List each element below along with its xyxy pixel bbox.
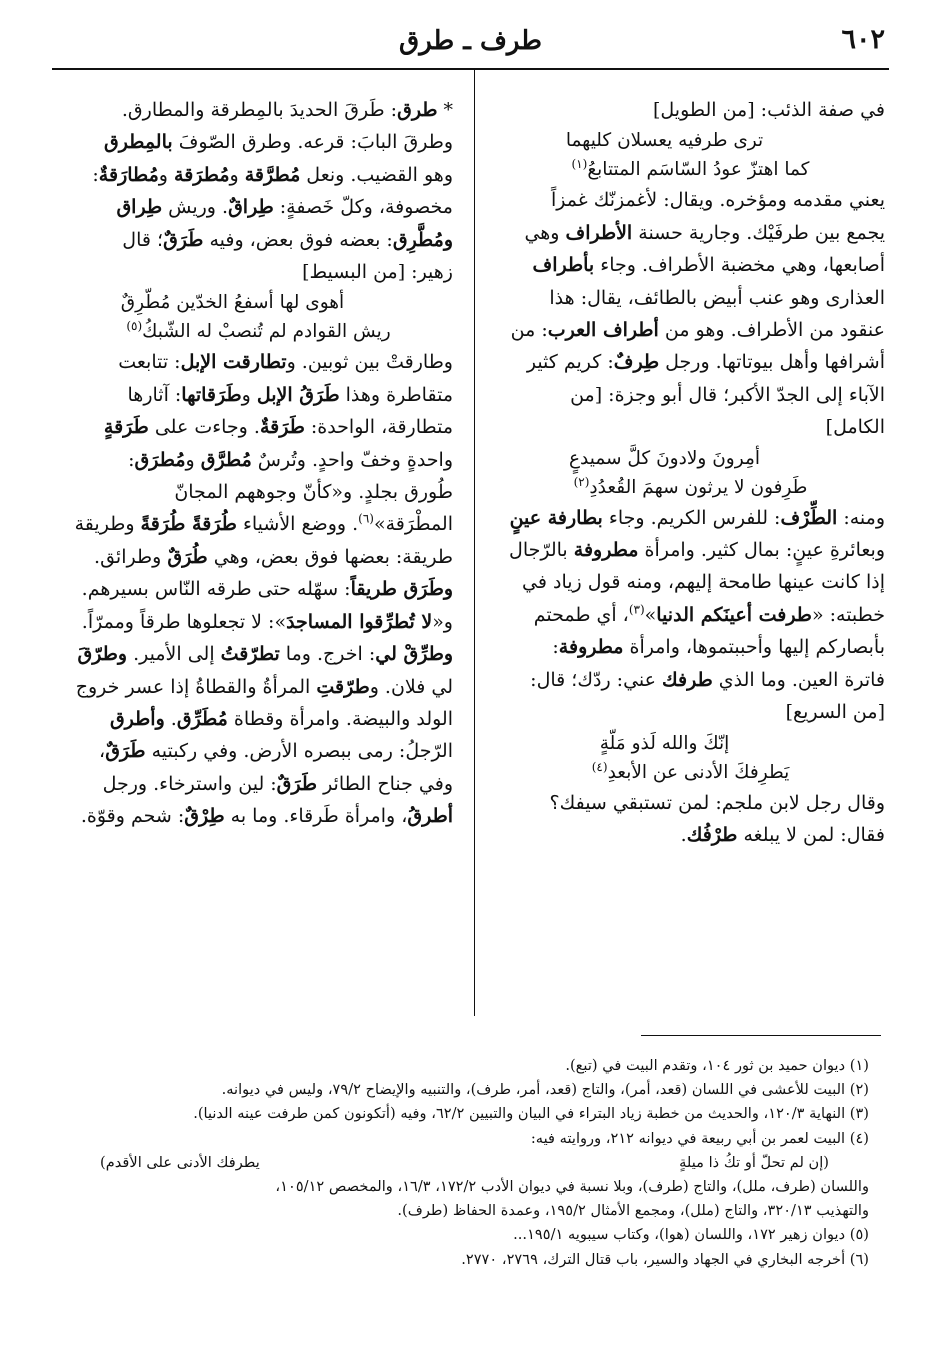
text-line: خطبته: «طرفت أعينَكم الدنيا»$^{(٣)}$، أي طمحتم [533,602,885,626]
text-line: و«لا تُطرِّقوا المساجدَ»: لا تجعلوها طرقاً وممرّاً. [81,610,453,633]
footnote: (٤) البيت لعمر بن أبي ربيعة في ديوانه ٢١٢، وروايته فيه: [530,1129,869,1147]
text-line: * طرق: طَرقَ الحديدَ بالمِطرقة والمطارق. [121,99,453,121]
text-line: طُورق بجلدٍ. و«كأنّ وجوههم المجانّ [174,481,453,504]
footnote-ref: (٦) [358,512,374,527]
text-line: [من السريع] [785,701,885,724]
page-header [52,18,889,70]
text-line: أصابعها، وهي مخضبة الأطراف. وجاء بأطراف [532,254,885,277]
footnote: والتهذيب ٣٢٠/١٣، والتاج (ملل)، ومجمع الأمثال ١٩٥/٢، وعمدة الحفاظ (طرف). [397,1202,869,1220]
footnote: (٥) ديوان زهير ١٧٢، واللسان (هوا)، وكتاب سيبويه ١٩٥/١... [513,1226,869,1244]
verse-hemistich: يَطرِفكَ الأدنى عن الأبعدِ$^{(٤)}$ [591,759,790,783]
text-line: وطارقتْ بين ثوبين. وتطارقت الإبل: تتابعت [118,351,453,374]
text-line: وطرقَ البابَ: قرعه. وطرق الصّوفَ بالمِطرق [104,131,453,154]
footnote: (٣) النهاية ١٢٠/٣، والحديث من خطبة زياد البتراء في البيان والتبيين ٦٢/٢، وفيه (أتكونون كمن طرفت عينه الدنيا). [193,1105,869,1123]
text-line: طريقة: بعضها فوق بعض، وهي طُرَقٌ وطرائق. [94,545,453,568]
text-line: عنقود من الأطراف. وهو من أطراف العرب: من [510,319,885,342]
text-line: في صفة الذئب: [من الطويل] [652,99,885,121]
text-line: وطَرَق طريقاً: سهّله حتى طرقه النّاس بسيرهم. [81,578,453,601]
text-line: الكامل] [825,416,885,439]
text-line: زهير: [من البسيط] [302,261,453,284]
text-line: متطارقة، الواحدة: طَرَقةٌ. وجاءت على طَرَقةٍ [103,416,453,439]
text-line: وبعائرةِ عينٍ: بمال كثير. وامرأة مطروفة بالرّجال [509,539,885,562]
text-line: أطرقُ، وامرأة طَرقاء. وما به طِرْقٌ: شحم وقوّة. [80,805,453,828]
text-line: المطْرَقة»$^{(٦)}$. ووضع الأشياء طُرَقةً طُرَقةً وطريقة [74,512,453,536]
text-line: الرّجلُ: رمى ببصره الأرض. وفي ركبتيه طَرَقٌ، [99,740,453,763]
running-title: طرف ـ طرق [399,26,542,56]
verse-hemistich: ترى طرفيه يعسلان كليهما [565,130,764,152]
footnote-ref: (٥) [126,319,143,334]
text-line: العذارى وهو عنب أبيض بالطائف، يقال: هذا [549,286,885,309]
verse-hemistich: طَرِفون لا يرثون سهمَ القُعدُدِ$^{(٢)}$ [573,474,808,498]
verse-hemistich: ريش القوادم لم تُنصبْ له الشّبكُ$^{(٥)}$ [126,319,391,343]
text-line: يعني مقدمه ومؤخره. ويقال: لأغمزنّك غمزاً [550,189,885,212]
text-line: واحدةٍ وخفّ واحدٍ. وتُرسٌ مُطرَّق ومُطرَق: [128,448,453,471]
text-line: وقال رجل لابن ملجم: لمن تستبقي سيفك؟ [549,791,885,814]
text-line: إذا كانت عينها طامحة إليهم، ومنه قول زياد في [522,571,885,594]
page-number: ٦٠٢ [841,24,885,55]
footnote-separator [641,1035,881,1036]
text-line: متقاطرة وهذا طَرَقُ الإبل وطَرَقاتها: آثارها [127,383,453,406]
verse-hemistich: كما اهتزّ عودُ السّاسَم المتتابعُ$^{(١)}$ [571,157,810,181]
text-line: فاترة العين. وما الذي طرفك عني: ردّك؛ قال: [530,668,885,691]
text-line: يجمع بين طرفَيْك. وجارية حسنة الأطراف وهي [524,221,885,244]
footnote: (٢) البيت للأعشى في اللسان (قعد، أمر)، والتاج (قعد، أمر، طرف)، والتنبيه والإيضاح ٧٩/٢، وليس في ديوانه. [221,1081,869,1099]
verse-hemistich: إنّكَ والله لَذو مَلّةٍ [599,732,730,754]
left-column [38,94,453,833]
text-line: الآباء إلى الجدّ الأكبر؛ قال أبو وجزة: [من [570,383,885,406]
footnote-ref: (٤) [591,759,608,774]
verse-hemistich: أهوى لها أسفعُ الخدّين مُطّرِقٌ [120,292,345,314]
text-line: ومنه: الطِّرْف: للفرس الكريم. وجاء بطارفة عينٍ [509,506,885,529]
text-line: بأبصاركم إليها وأحببتموها، وامرأة مطروفة: [552,636,885,659]
footnote-ref: (٣) [628,602,645,617]
footnote: (٦) أخرجه البخاري في الجهاد والسير، باب قتال الترك، ٢٧٦٩، ٢٧٧٠. [461,1250,869,1268]
text-line: فقال: لمن لا يبلغه طرْفُك. [680,823,885,846]
verse-hemistich: أمِرونَ ولادونَ كلَّ سميدعٍ [568,447,760,469]
footnote-ref: (١) [571,157,588,172]
text-line: وهو القضيب. ونعل مُطرَّقة ومُطرَقة ومُطارَقةٌ: [92,163,453,186]
footnotes [40,1054,869,1272]
text-line: ومُطَّرِق: بعضه فوق بعض، وفيه طَرَقٌ؛ قال [122,228,453,251]
right-column [470,94,885,851]
text-line: مخصوفة، وكلّ خَصفةٍ: طِراقٌ. وريش طِراق [116,196,453,219]
text-line: وطرِّقْ لي: اخرج. وما تطرّقتُ إلى الأمير. وطرّقَ [77,643,453,666]
footnote: واللسان (طرف، ملل)، والتاج (طرف)، وبلا نسبة في ديوان الأدب ١٧٢/٢، ١٦/٣، والمخصص ١٠٥/١٢، [275,1178,869,1196]
text-line: لي فلان. وطرّقتِ المرأةُ والقطاةُ إذا عسر خروج [75,675,453,698]
text-line: وفي جناح الطائر طَرَقٌ: لين واسترخاء. ورجل [102,772,453,795]
footnote-verse: (إن لم تحلّ أو تكُ ذا ميلةٍ يطرفك الأدنى على الأقدم) [100,1153,829,1171]
footnote-ref: (٢) [573,474,590,489]
text-line: أشرافها وأهل بيوتاتها. ورجل طِرفٌ: كريم كثير [526,351,885,374]
text-line: الولد والبيضة. وامرأة وقطاة مُطَرِّق. وأطرق [109,707,453,730]
footnote: (١) ديوان حميد بن ثور ١٠٤، وتقدم البيت في (تبع). [565,1057,869,1074]
